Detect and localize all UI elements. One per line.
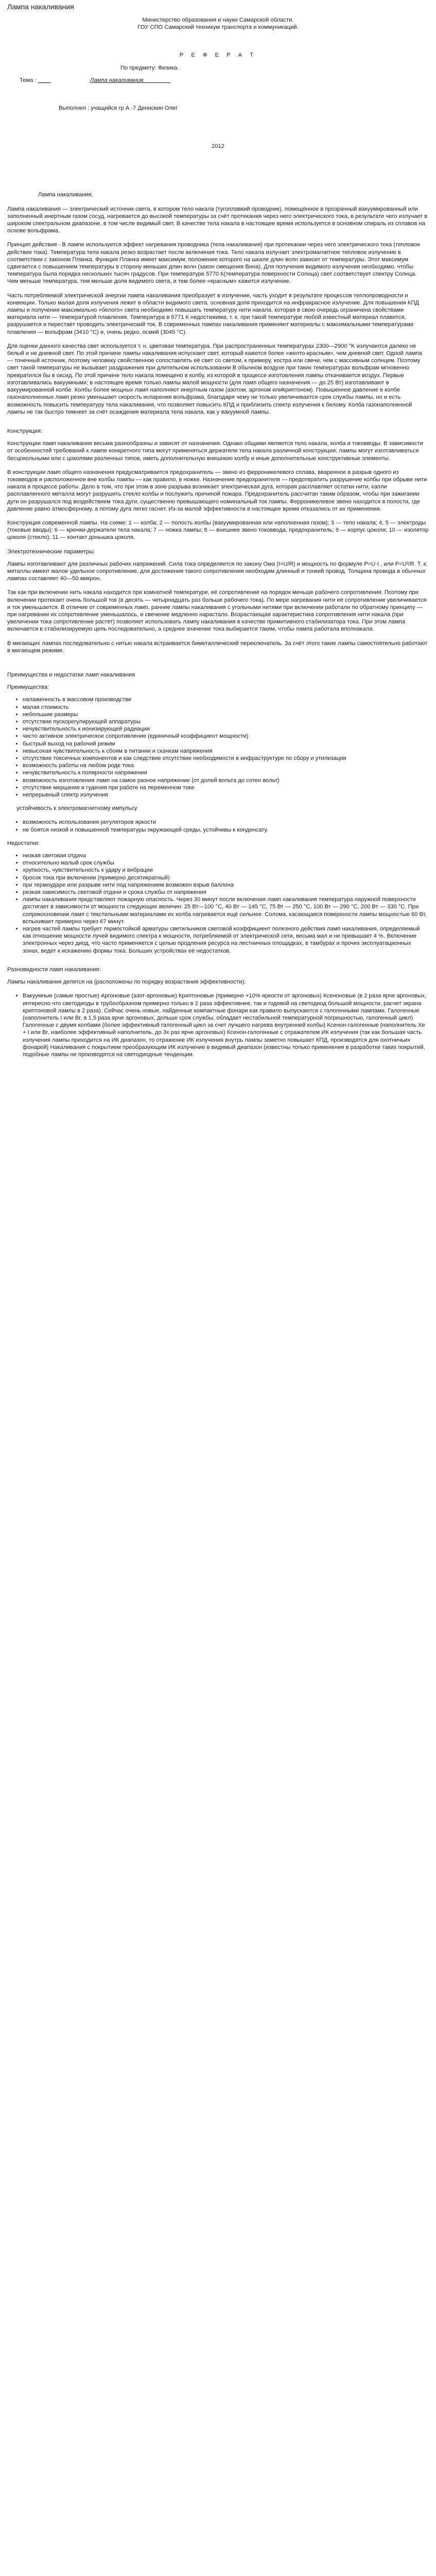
- document-title: Лампа накаливания: [7, 3, 74, 11]
- list-item: • Вакуумные (самые простые) Аргоновые (азот-аргоновые) Криптоновые (примерно +10% яркости от аргоновых) Ксеноновые (в 2 раза ярче аргоновых, интересно что светодиоды в трубообразном примерно только в 2 раза эффективнее, так и годовой на светодиод большой мощности, расчет экрана криптоновой лампы в 2 раза). Сейчас очень новые, найденные компактные фонари как правило выпускаются с галогенными лампами. Галогенные (наполнитель I или Br, в 1,5 раза ярче аргоновых, дольше срок службы, обладает нестабильной температурной погрешностью, галогенный цикл) Галогенные с двумя колбами (более эффективный галогенный цикл за счет лучшего нагрева внутренней колбы) Ксенон-галогенные (наполнитель Хе + I или Br, наиболее эффективный наполнитель, до 3х раз ярче аргоновых) Ксенон-галогенные с отражателем ИК излучения (так как большая часть излучения лампы приходится на ИК диапазон, то отражение ИК излучения внутрь лампы заметно повышает КПД, производятся для охотничьих фонарей) Накаливания с покрытием преобразующим ИК излучение в видимый диапазон (известны только применения в разработке таких покрытий, подобные лампы не производятся на светодиодные тенденции.: [23, 992, 429, 1058]
- list-item: • возможность использования регуляторов яркости: [23, 819, 429, 826]
- electrical-paragraph-2: Так как при включении нить накала находится при комнатной температуре, её сопротивление на порядок меньше рабочего сопротивления. Поэтому при включении протекает очень большой ток (в десять — четырнадцать раз больше рабочего тока). По мере нагревания нити её сопротивление увеличивается и ток уменьшается. В отличие от современных ламп, ранние лампы накаливания с угольными нитями при включении работали по обратному принципу — при нагревании их сопротивление уменьшалось, и свечение медленно нарастало. Возрастающая характеристика сопротивления нити накала (при увеличении тока сопротивление растет) позволяет использовать лампу накаливания в качестве примитивного стабилизатора тока. При этом лампа включается в стабилизируемую цепь последовательно, а среднее значение тока выбирается таким, чтобы лампа работала вполнакала.: [7, 589, 427, 633]
- construction-paragraph-1: Конструкции ламп накаливания весьма разнообразны и зависят от назначения. Однако общими являются тело накала, колба и токовводы. В зависимости от особенностей требований к лампе конкретного типа могут применяться держатели тела накала различной конструкции; лампы могут изготавливаться бесцокольными или с цоколями различных типов, иметь дополнительную внешнюю колбу и иные дополнительные конструктивные элементы.: [7, 440, 423, 462]
- subject-line: По предмету: Физика.: [120, 64, 179, 71]
- cons-heading: Недостатки:: [7, 840, 40, 846]
- intro-paragraph-4: Для оценки данного качества свет используется т. н. цветовая температура. При распространенных температурах 2300—2900 °K излучаются далеко не белый и не дневной свет. По этой причине лампы накаливания испускают свет, который кажется более «желто-красным», чем дневной свет. Одной лампа — точечный источник, поэтому человеку свойственное сопоставлять её свет со светом, к примеру, костра или свечи, чем с массивным солнцем. Поэтому свет такой температуры не вызывает раздражения при длительном использовании В обычном воздухе при таких температурах вольфрам мгновенно превратился бы в оксид. По этой причине тело накала помещено в колбу, из которой в процессе изготовления лампы откачивается воздух. Первые изготавливались вакуумными; в настоящее время только лампы малой мощности (для ламп общего назначения — до 25 Вт) изготавливают в вакуумированной колбе. Колбы более мощных ламп наполняют инертным газом (азотом, аргоном илиkриптоном). Повышенное давление в колбе газонаполненных ламп резко уменьшает скорость испарения вольфрама, благодаря чему не только увеличивается срок службы лампы, но и есть возможность повысить температуру тела накаливания, что позволяет повысить КПД и приблизить спектр излучения к белому. Колба газонаполненной лампы не так быстро темнеет за счёт осаждения материала тела накала, как у вакуумной лампы.: [7, 343, 422, 415]
- list-item: • хрупкость, чувствительность к удару и вибрации: [23, 867, 429, 874]
- document-page: [0, 0, 436, 1071]
- ministry-line: Министерство образования и науки Самарской области.: [142, 17, 294, 23]
- pros-cons-heading: Преимущества и недостатки ламп накаливания: [7, 671, 135, 678]
- list-item: • невысокая чувствительность к сбоям в питании и скачкам напряжения: [23, 748, 429, 755]
- electrical-paragraph-1: Лампы изготавливают для различных рабочих напряжений. Сила тока определяется по закону Ома (I=U/R) и мощность по формуле P=U·I , или P=U²/R. Т. к. металлы имеют малое удельное сопротивление, для достижения такого сопротивления необходим длинный и тонкий провод. Толщина провода в обычных лампах составляет 40—50 микрон.: [7, 561, 428, 582]
- list-item: • нечувствительность к ионизирующей радиации: [23, 725, 429, 733]
- topic-value: Лампа накаливания.________: [90, 77, 171, 83]
- list-item: • не боятся низкой и повышенной температуры окружающей среды, устойчивы к конденсату.: [23, 826, 429, 834]
- author-line: Выполнил : учащийся гр А -7 Денискин Олег: [59, 105, 178, 112]
- list-item: • непрерывный спектр излучения: [23, 791, 429, 799]
- list-item: • чисто активное электрическое сопротивление (единичный коэффициент мощности): [23, 733, 429, 740]
- list-item: • малая стоимость: [23, 704, 429, 711]
- topic-line: [7, 77, 429, 84]
- intro-paragraph-3: Часть потребляемой электрической энергии лампа накаливания преобразует в излучение, часть уходит в результате процессов теплопроводности и конвекции. Только малая доля излучения лежит в области видимого света, основная доля приходится на инфракрасное излучение. Для повышения КПД лампы и получения максимально «белого» света необходимо повышать температуру нити накала, которая в свою очередь ограничена свойствами материала нити — температурой плавления. Температура в 5771 К недостижима, т. к. при такой температуре любой известный материал плавится, разрушается и перестаёт проводить электрический ток. В современных лампах накаливания применяют материалы с максимальными температурами плавления — вольфрам (3410 °C) и, очень редко, осмий (3045 °C).: [7, 292, 419, 335]
- list-item: • отсутствие пускорегулирующей аппаратуры: [23, 718, 429, 725]
- construction-heading: Конструкция:: [7, 428, 43, 434]
- pros-heading: Преимущества:: [7, 684, 49, 691]
- list-item: • небольшие размеры: [23, 711, 429, 718]
- electrical-paragraph-3: В мигающих лампах последовательно с нитью накала встраивается биметаллический переключатель. За счёт этого такие лампы самостоятельно работают в мигающем режиме.: [7, 640, 428, 654]
- list-item: • бросок тока при включении (примерно десятикратный): [23, 874, 429, 882]
- essay-label: Р Е Ф Е Р А Т: [179, 52, 257, 59]
- title-block: [7, 16, 429, 150]
- intro-paragraph-1: Лампа накаливания — электрический источник света, в котором тело накала (тугоплавкий проводник), помещённое в прозрачный вакуумированный или заполненный инертным газом сосуд, нагревается до высокой температуры за счёт протекания через него электрического тока, в результате чего излучает в широком спектральном диапазоне, в том числе видимый свет. В качестве тела накала в настоящее время используется в основном спираль из сплавов на основе вольфрама.: [7, 206, 428, 234]
- list-item: • относительно малый срок службы: [23, 859, 429, 867]
- list-item: • налаженность в массовом производстве: [23, 696, 429, 703]
- pros-standalone-line: устойчивость к электромагнитному импульсу: [16, 805, 137, 812]
- list-item: • резкая зависимость световой отдачи и срока службы от напряжения: [23, 889, 429, 896]
- construction-paragraph-3: Конструкция современной лампы. На схеме: 1 — колба; 2 — полость колбы (вакуумированная или наполненная газом); 3 — тело накала; 4, 5 — электроды (токовые вводы); 6 — крючки-держатели тела накала; 7 — ножка лампы; 8 — внешнее звено токоввода, предохранитель; 9 — корпус цоколя; 10 — изолятор цоколя (стекло); 11 — контакт донышка цоколя.: [7, 519, 429, 541]
- list-item: • лампы накаливания представляют пожарную опасность. Через 30 минут после включения ламп накаливания температура наружной поверхности достигает в зависимости от мощности следующих величин: 25 Вт—100 °C, 40 Вт — 145 °C, 75 Вт — 250 °C, 100 Вт — 290 °C, 200 Вт — 330 °C. При соприкосновении ламп с текстильными материалами их колба нагревается ещё сильнее. Солома, касающаяся поверхности лампы мощностью 60 Вт, вспыхивает примерно через 67 минут.: [23, 896, 429, 925]
- construction-paragraph-2: В конструкции ламп общего назначения предусматривается предохранитель — звено из ферроникелевого сплава, вваренное в разрыв одного из токовводов и расположенное вне колбы лампы — как правило, в ножке. Назначение предохранителя — предотвратить разрушение колбы при обрыве нити накала в процессе работы. Дело в том, что при этом в зоне разрыва возникает электрическая дуга, которая расплавляет остатки нити, капли расплавленного металла могут разрушить стекло колбы и послужить причиной пожара. Предохранитель рассчитан таким образом, чтобы при зажигании дуги он разрушался под воздействием тока дуги, существенно превышающего номинальный ток лампы. Ферроникелевое звено находится в полости, где давление равно атмосферному, а потому дуга легко гаснет. Из-за малой эффективности в настоящее время отказались от их применения.: [7, 469, 427, 512]
- list-item: • при термоударе или разрыве нити под напряжением возможен взрыв баллона: [23, 882, 429, 889]
- electrical-heading: Электротехнические параметры:: [7, 548, 95, 555]
- topic-label: Тема :: [20, 77, 37, 83]
- list-item: • быстрый выход на рабочий режим: [23, 740, 429, 748]
- pros-list: [7, 696, 429, 799]
- list-item: • отсутствие мерцания и гудения при работе на переменном токе: [23, 784, 429, 791]
- list-item: • отсутствие токсичных компонентов и как следствие отсутствие необходимости в инфраструктуре по сбору и утилизации: [23, 755, 429, 762]
- varieties-heading: Разновидности ламп накаливания:: [7, 966, 101, 973]
- list-item: • нечувствительность к полярности напряжения: [23, 769, 429, 776]
- year-line: 2012: [212, 143, 224, 150]
- intro-heading: Лампа накаливания.: [38, 192, 93, 198]
- list-item: • возможность работы на любом роде тока: [23, 762, 429, 769]
- intro-paragraph-2: Принцип действия - В лампе используется эффект нагревания проводника (тела накаливания) при протекании через него электрического тока (тепловое действие тока). Температура тела накала резко возрастает после включения тока. Тело накала излучает электромагнитное тепловое излучение в соответствии с законом Планка. Функция Планка имеет максимум, положение которого на шкале длин волн зависит от температуры. Этот максимум сдвигается с повышением температуры в сторону меньших длин волн (закон смещения Вина). Для получения видимого излучения необходимо, чтобы температура была порядка нескольких тысяч градусов. При температуре 5770 К(температура поверхности Солнца) свет соответствует спектру Солнца. Чем меньше температура, тем меньше доля видимого света, и тем более «красным» кажется излучение.: [7, 242, 421, 285]
- varieties-list: [7, 992, 429, 1058]
- list-item: • низкая световая отдача: [23, 852, 429, 859]
- cons-list: [7, 852, 429, 955]
- college-line: ГОУ СПО Самарский техникум транспорта и коммуникаций.: [137, 24, 299, 31]
- list-item: • возможность изготовления ламп на самое разное напряжение (от долей вольта до сотен вольт): [23, 777, 429, 784]
- pros-list-continued: [7, 819, 429, 833]
- varieties-paragraph: Лампы накаливания делятся на (расположены по порядку возрастания эффективности):: [7, 979, 246, 986]
- list-item: • нагрев частей лампы требует термостойкой арматуры светильников световой коэффициент полезного действия ламп накаливания, определяемый как отношение мощности лучей видимого спектра к мощности, потребляемой от электрической сети, весьма мал и не превышает 4 %. Включение электронных через диод, что часто применяется с целью продления ресурса на лестничных площадках, в тамбурах и прочих эксплуатационных зонах, ведет к искажению формы тока. Больших устройствах её недостатков.: [23, 925, 429, 955]
- topic-blank: ____: [38, 77, 51, 83]
